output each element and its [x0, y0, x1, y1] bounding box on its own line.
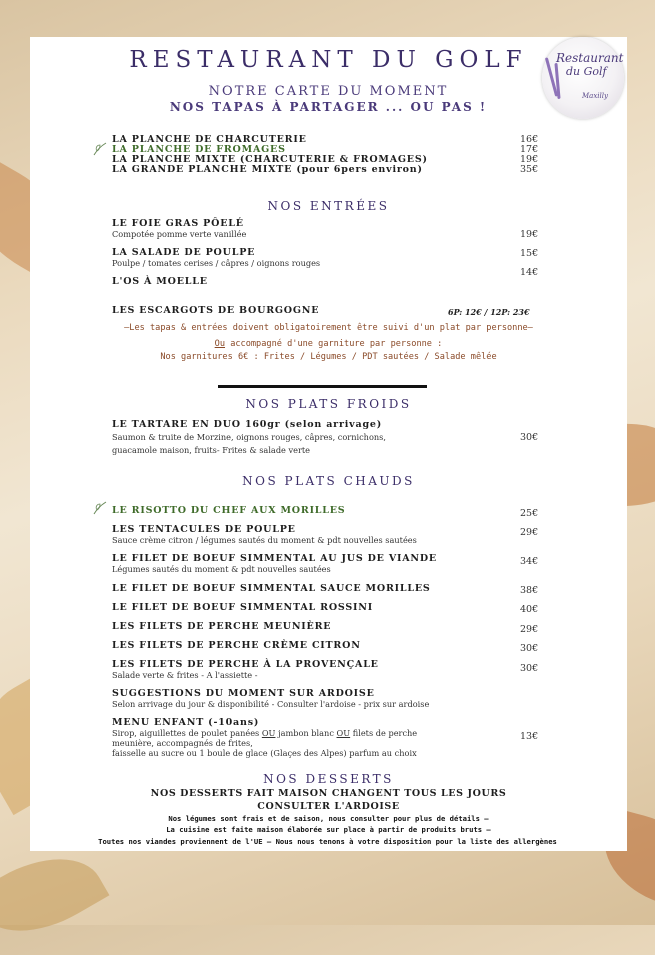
menu-item-price: 17€ — [520, 144, 539, 155]
footer-note: La cuisine est faite maison élaborée sur place à partir de produits bruts — — [166, 825, 491, 834]
restaurant-title: RESTAURANT DU GOLF — [129, 47, 528, 73]
menu-item-name: SUGGESTIONS DU MOMENT SUR ARDOISE — [112, 688, 375, 699]
menu-item-price: 30€ — [520, 663, 539, 674]
menu-item-price: 19€ — [520, 154, 539, 165]
menu-item-name: LA SALADE DE POULPE — [112, 247, 256, 258]
menu-item-name: LE FILET DE BOEUF SIMMENTAL ROSSINI — [112, 602, 373, 613]
menu-item-desc: Salade verte & frites - A l'assiette - — [112, 670, 258, 680]
desc-text: jambon blanc — [275, 728, 337, 738]
menu-item-price: 30€ — [520, 643, 539, 654]
menu-item-name: LES FILETS DE PERCHE MEUNIÈRE — [112, 621, 332, 632]
section-title-desserts: NOS DESSERTS — [263, 772, 394, 786]
menu-item-desc: Poulpe / tomates cerises / câpres / oignons rouges — [112, 258, 321, 268]
menu-item-name: MENU ENFANT (-10ans) — [112, 717, 260, 728]
logo-line-1: Restaurant — [556, 51, 624, 65]
menu-item-name: LE RISOTTO DU CHEF AUX MORILLES — [112, 505, 346, 516]
menu-item-name: LES TENTACULES DE POULPE — [112, 524, 296, 535]
menu-item-price: 29€ — [520, 624, 539, 635]
page-subtitle: NOTRE CARTE DU MOMENT — [208, 84, 449, 99]
background-leaf — [0, 835, 109, 955]
divider — [218, 385, 427, 388]
menu-item-price: 14€ — [520, 267, 539, 278]
menu-item-name: LA PLANCHE MIXTE (CHARCUTERIE & FROMAGES) — [112, 154, 428, 165]
menu-page — [30, 37, 627, 851]
menu-item-name: LE TARTARE EN DUO 160gr (selon arrivage) — [112, 419, 383, 430]
menu-item-desc: Sauce crème citron / légumes sautés du moment & pdt nouvelles sautées — [112, 535, 417, 545]
note-underlined: Ou — [214, 339, 226, 349]
tapas-heading: NOS TAPAS À PARTAGER ... OU PAS ! — [169, 100, 488, 114]
menu-item-price: 13€ — [520, 731, 539, 742]
logo-line-3: Maxilly — [582, 92, 608, 100]
menu-item-price: 19€ — [520, 229, 539, 240]
desc-underlined: OU — [336, 728, 351, 738]
desserts-line: NOS DESSERTS FAIT MAISON CHANGENT TOUS LES JOURS — [150, 788, 507, 799]
menu-item-name: LA GRANDE PLANCHE MIXTE (pour 6pers environ) — [112, 164, 423, 175]
menu-item-price: 15€ — [520, 248, 539, 259]
menu-item-price: 6P: 12€ / 12P: 23€ — [448, 307, 530, 317]
menu-item-name: LE FILET DE BOEUF SIMMENTAL AU JUS DE VIANDE — [112, 553, 437, 564]
leaf-icon — [93, 142, 107, 156]
note-line: Nos garnitures 6€ : Frites / Légumes / PDT sautées / Salade mêlée — [160, 352, 497, 362]
logo-line-2: du Golf — [566, 65, 607, 78]
menu-item-desc: guacamole maison, fruits- Frites & salade verte — [112, 445, 311, 455]
menu-item-price: 40€ — [520, 604, 539, 615]
menu-item-name: LES FILETS DE PERCHE À LA PROVENÇALE — [112, 659, 379, 670]
menu-item-price: 34€ — [520, 556, 539, 567]
menu-item-price: 38€ — [520, 585, 539, 596]
footer-note: Nos légumes sont frais et de saison, nous consulter pour plus de détails — — [168, 814, 489, 823]
menu-item-name: LA PLANCHE DE CHARCUTERIE — [112, 134, 307, 145]
desc-underlined: OU — [261, 728, 276, 738]
menu-item-desc: Légumes sautés du moment & pdt nouvelles sautées — [112, 564, 331, 574]
menu-item-desc: Saumon & truite de Morzine, oignons rouges, câpres, cornichons, — [112, 432, 386, 442]
leaf-icon — [93, 501, 107, 515]
menu-item-name: LES FILETS DE PERCHE CRÈME CITRON — [112, 640, 361, 651]
menu-item-name: LES ESCARGOTS DE BOURGOGNE — [112, 305, 320, 316]
section-title-entrees: NOS ENTRÉES — [267, 199, 390, 213]
footer-note: Toutes nos viandes proviennent de l'UE — Nous nous tenons à votre disposition pour la liste des allergènes — [98, 837, 557, 846]
note-line — [30, 339, 627, 349]
menu-item-name: LA PLANCHE DE FROMAGES — [112, 144, 286, 155]
desc-text: Sirop, aiguillettes de poulet panées — [112, 728, 262, 738]
menu-item-name: L'OS À MOELLE — [112, 276, 208, 287]
menu-item-name: LE FOIE GRAS PÔELÉ — [112, 218, 244, 229]
menu-item-desc — [112, 728, 417, 738]
menu-item-price: 25€ — [520, 508, 539, 519]
note-line: —Les tapas & entrées doivent obligatoirement être suivi d'un plat par personne— — [124, 323, 533, 333]
desserts-line: CONSULTER L'ARDOISE — [257, 801, 400, 812]
note-text: accompagné d'une garniture par personne : — [225, 339, 443, 349]
menu-item-price: 30€ — [520, 432, 539, 443]
desc-text: filets de perche — [350, 728, 418, 738]
section-title-plats-froids: NOS PLATS FROIDS — [245, 397, 412, 411]
menu-item-price: 29€ — [520, 527, 539, 538]
menu-item-desc: meunière, accompagnés de frites, — [112, 738, 253, 748]
menu-item-desc: Selon arrivage du jour & disponibilité - Consulter l'ardoise - prix sur ardoise — [112, 699, 430, 709]
menu-item-desc: faisselle au sucre ou 1 boule de glace (Glaçes des Alpes) parfum au choix — [112, 748, 417, 758]
menu-item-desc: Compotée pomme verte vanillée — [112, 229, 247, 239]
menu-item-price: 35€ — [520, 164, 539, 175]
menu-item-price: 16€ — [520, 134, 539, 145]
section-title-plats-chauds: NOS PLATS CHAUDS — [242, 474, 415, 488]
menu-item-name: LE FILET DE BOEUF SIMMENTAL SAUCE MORILLES — [112, 583, 431, 594]
